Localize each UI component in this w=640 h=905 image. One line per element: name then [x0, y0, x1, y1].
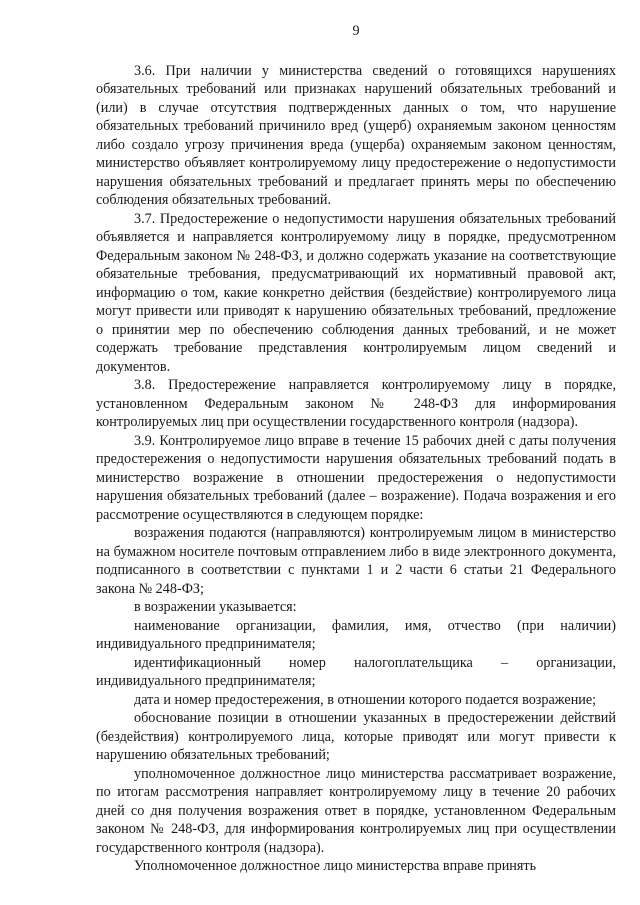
paragraph-3-9: 3.9. Контролируемое лицо вправе в течение 15 рабочих дней с даты получения предостережения о недопустимости нарушения обязательных требований подать в министерство возражение в отношении предостережения о недопустимости нарушения обязательных требований (далее – возражение). Подача возражения и его рассмотрение осуществляются в следующем порядке: — [96, 432, 616, 523]
list-item-organization-name: наименование организации, фамилия, имя, отчество (при наличии) индивидуального предпринимателя; — [96, 617, 616, 652]
list-item-justification: обоснование позиции в отношении указанных в предостережении действий (бездействия) контролируемого лица, которые приводят или могут привести к нарушению обязательных требований; — [96, 710, 616, 763]
paragraph-objection-submission: возражения подаются (направляются) контролируемым лицом в министерство на бумажном носителе почтовым отправлением либо в виде электронного документа, подписанного в соответствии с пунктами 1 и 2 части 6 статьи 21 Федерального закона № 248-ФЗ; — [96, 525, 616, 597]
paragraph-objection-contents: в возражении указывается: — [134, 599, 297, 615]
document-page — [96, 22, 616, 876]
paragraph-3-6: 3.6. При наличии у министерства сведений о готовящихся нарушениях обязательных требований или признаках нарушений обязательных требований и (или) в случае отсутствия подтвержденных данных о том, что нарушение обязательных требований причинило вред (ущерб) охраняемым законом ценностям либо создало угрозу причинения вреда (ущерба) охраняемым законом ценностям, министерство объявляет контролируемому лицу предостережение о недопустимости нарушения обязательных требований и предлагает принять меры по обеспечению соблюдения обязательных требований. — [96, 62, 616, 208]
list-item-taxpayer-number: идентификационный номер налогоплательщика – организации, индивидуального предпринимателя; — [96, 654, 616, 689]
paragraph-3-7: 3.7. Предостережение о недопустимости нарушения обязательных требований объявляется и направляется контролируемому лицу в порядке, предусмотренном Федеральным законом № 248-ФЗ, и должно содержать указание на соответствующие обязательные требования, предусматривающий их нормативный правовой акт, информацию о том, какие конкретно действия (бездействие) контролируемого лица могут привести или приводят к нарушению обязательных требований, предложение о принятии мер по обеспечению соблюдения данных требований, и не может содержать требование представления контролируемым лицом сведений и документов. — [96, 210, 616, 375]
paragraph-3-8: 3.8. Предостережение направляется контролируемому лицу в порядке, установленном Федеральным законом № 248-ФЗ для информирования контролируемых лиц при осуществлении государственного контроля (надзора). — [96, 377, 616, 430]
page-number: 9 — [352, 23, 360, 39]
paragraph-objection-review: уполномоченное должностное лицо министерства рассматривает возражение, по итогам рассмотрения направляет контролируемому лицу в течение 20 рабочих дней со дня получения возражения ответ в порядке, установленном Федеральным законом № 248-ФЗ, для информирования контролируемых лиц при осуществлении государственного контроля (надзора). — [96, 765, 616, 856]
list-item-warning-date-number: дата и номер предостережения, в отношении которого подается возражение; — [134, 691, 597, 708]
paragraph-authorized-official: Уполномоченное должностное лицо министерства вправе принять — [134, 858, 537, 874]
